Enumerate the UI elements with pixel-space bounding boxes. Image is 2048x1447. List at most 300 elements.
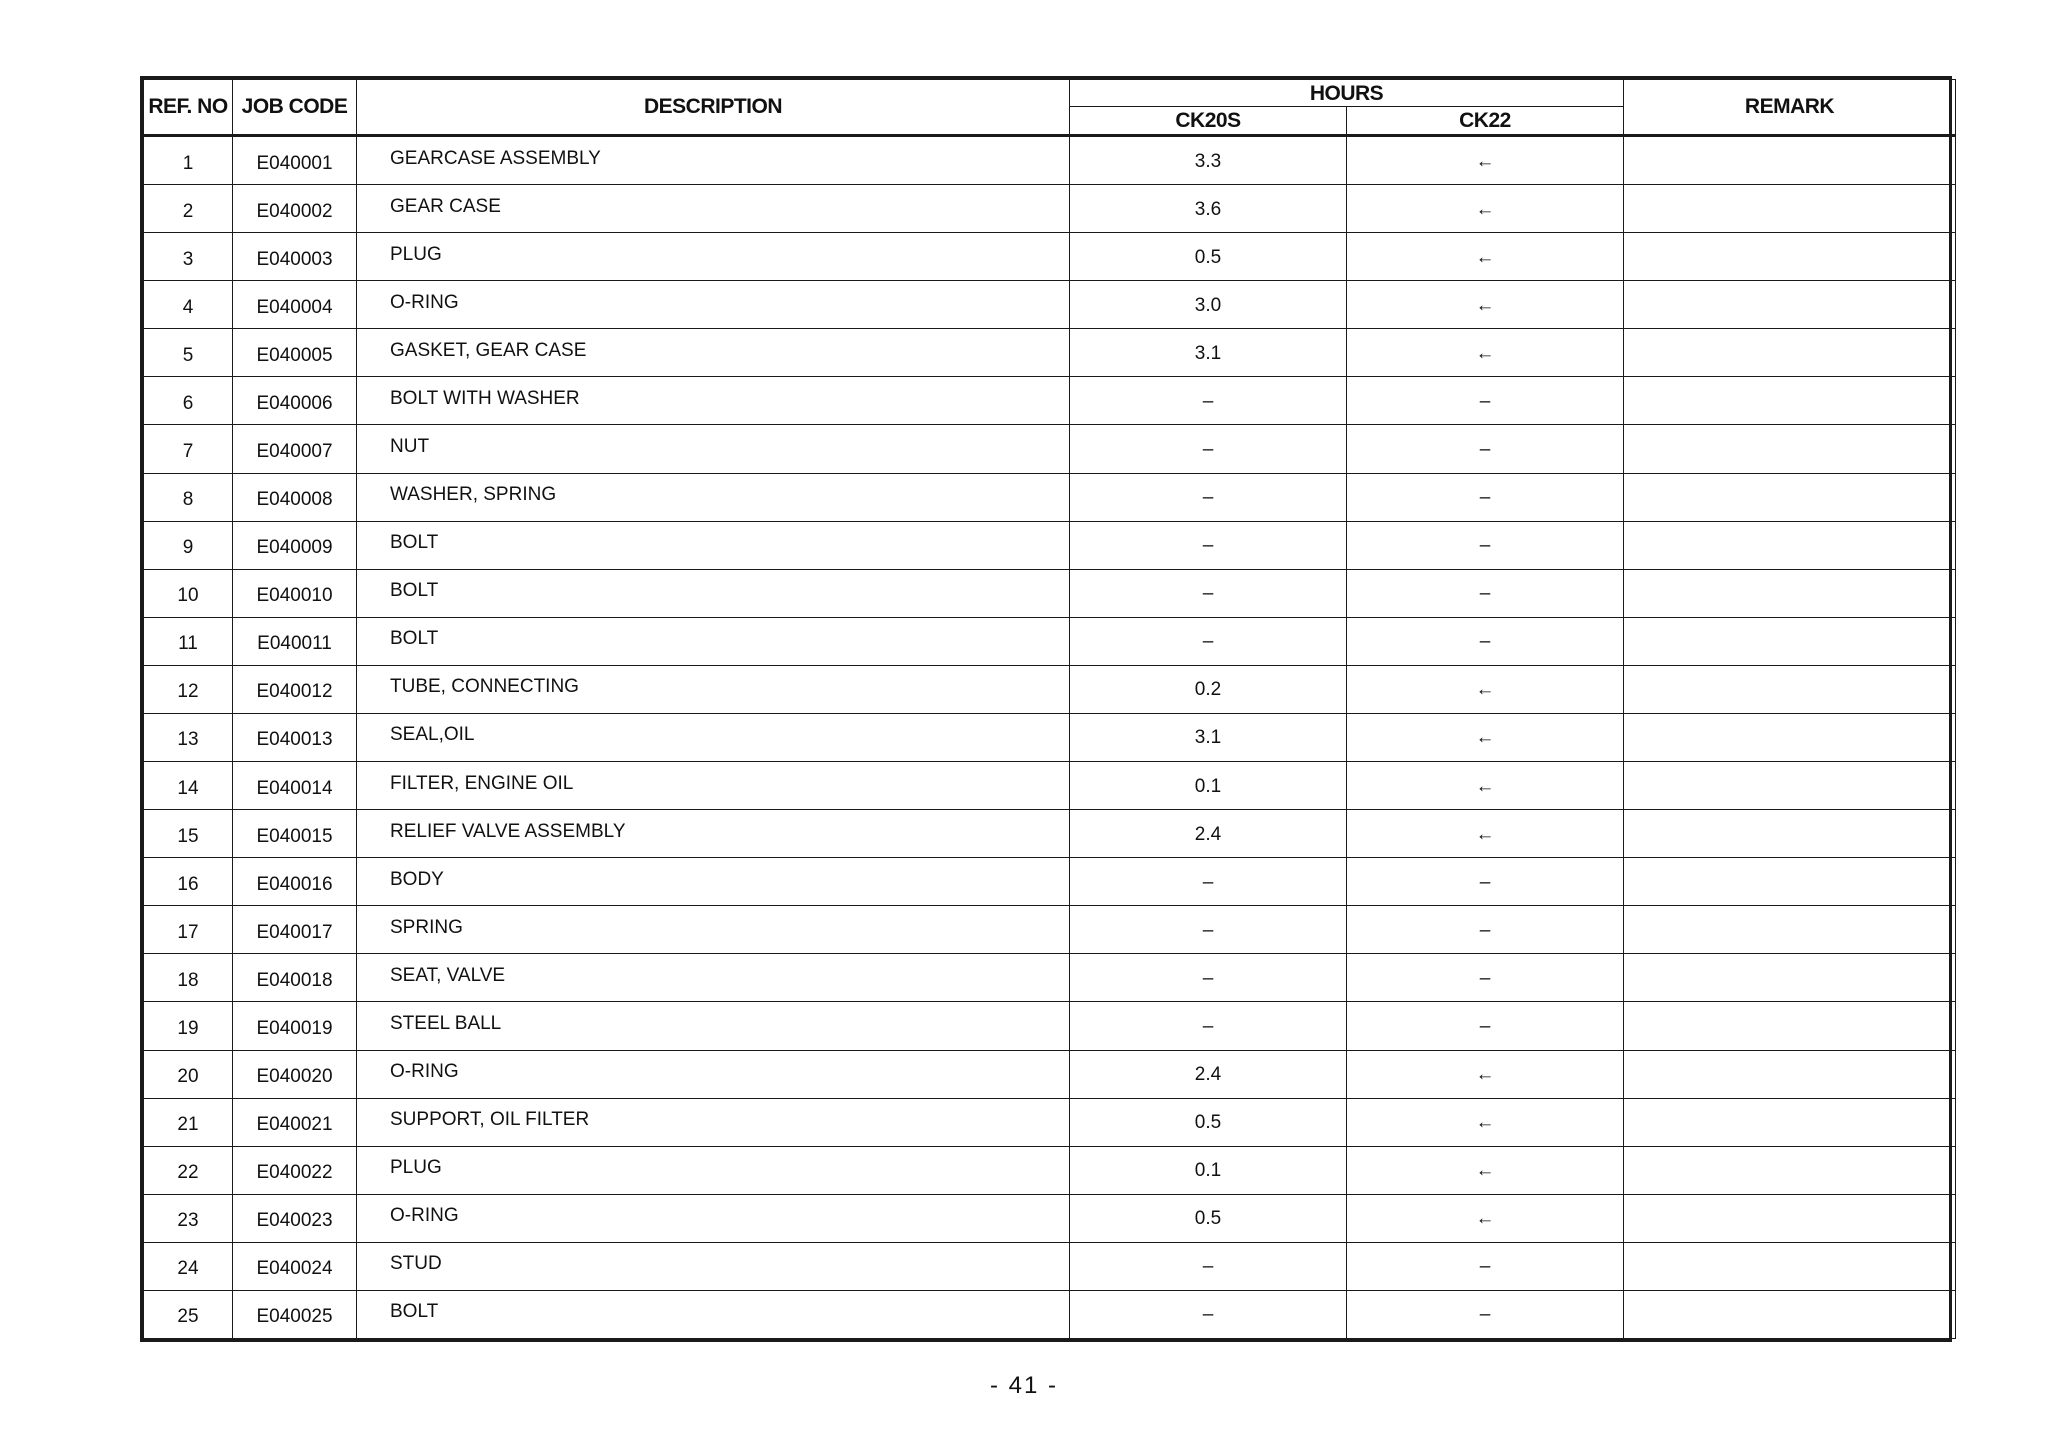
ck20s-hours-cell-text: 0.1 — [1194, 775, 1222, 797]
table-row — [144, 521, 1956, 569]
ref-no-cell-text: 6 — [182, 392, 194, 414]
description-cell — [357, 1146, 1070, 1194]
ck20s-hours-cell-text: – — [1202, 1256, 1214, 1278]
ck22-hours-cell — [1347, 425, 1624, 473]
ref-no-cell — [144, 665, 233, 713]
job-code-cell-text: E040020 — [256, 1066, 333, 1088]
ref-no-cell — [144, 473, 233, 521]
job-code-cell-text: E040004 — [256, 296, 333, 318]
ref-no-cell-text: 14 — [177, 777, 199, 799]
description-cell-text: BOLT — [390, 628, 439, 650]
description-cell-text: SEAT, VALVE — [390, 964, 506, 986]
remark-cell — [1624, 281, 1956, 329]
ck20s-hours-cell-text: – — [1202, 535, 1214, 557]
ck22-hours-cell — [1347, 1242, 1624, 1290]
description-cell-text: SEAL,OIL — [390, 724, 475, 746]
ck20s-hours-cell — [1070, 1290, 1347, 1338]
job-code-cell — [233, 569, 357, 617]
job-code-cell-text: E040021 — [256, 1114, 333, 1136]
job-code-cell-text: E040024 — [256, 1258, 333, 1280]
job-code-cell — [233, 665, 357, 713]
ref-no-cell — [144, 1050, 233, 1098]
job-code-cell-text: E040001 — [256, 152, 333, 174]
job-code-cell-text: E040009 — [256, 537, 333, 559]
table-row — [144, 281, 1956, 329]
job-code-cell — [233, 281, 357, 329]
table-row — [144, 1098, 1956, 1146]
ck22-hours-cell — [1347, 1194, 1624, 1242]
remark-cell — [1624, 1098, 1956, 1146]
description-cell — [357, 377, 1070, 425]
description-cell-text: WASHER, SPRING — [390, 484, 557, 506]
description-cell — [357, 185, 1070, 233]
ck22-hours-cell-text: – — [1479, 439, 1491, 461]
description-cell-text: RELIEF VALVE ASSEMBLY — [390, 820, 626, 842]
description-cell — [357, 1194, 1070, 1242]
ref-no-cell-text: 4 — [182, 296, 194, 318]
table-body — [144, 136, 1956, 1339]
remark-cell — [1624, 1242, 1956, 1290]
hours-table — [143, 79, 1956, 1339]
ck20s-hours-cell-text: 3.0 — [1194, 294, 1222, 316]
header-remark: REMARK — [1624, 80, 1956, 136]
ref-no-cell-text: 23 — [177, 1210, 199, 1232]
ck22-hours-cell — [1347, 1290, 1624, 1338]
remark-cell — [1624, 617, 1956, 665]
remark-cell — [1624, 329, 1956, 377]
page-number: - 41 - — [989, 1372, 1058, 1399]
job-code-cell — [233, 377, 357, 425]
description-cell — [357, 1050, 1070, 1098]
ref-no-cell — [144, 136, 233, 185]
ref-no-cell — [144, 569, 233, 617]
table-row — [144, 1146, 1956, 1194]
ck20s-hours-cell-text: – — [1202, 487, 1214, 509]
ck20s-hours-cell-text: – — [1202, 919, 1214, 941]
ck20s-hours-cell-text: 3.3 — [1194, 150, 1222, 172]
ck22-hours-cell-text: ← — [1475, 1208, 1495, 1230]
remark-cell — [1624, 762, 1956, 810]
ck22-hours-cell-text: – — [1479, 487, 1491, 509]
ck20s-hours-cell — [1070, 1002, 1347, 1050]
remark-cell — [1624, 233, 1956, 281]
description-cell — [357, 425, 1070, 473]
ck22-hours-cell-text: – — [1479, 390, 1491, 412]
job-code-cell-text: E040008 — [256, 489, 333, 511]
job-code-cell — [233, 329, 357, 377]
description-cell — [357, 858, 1070, 906]
ck22-hours-cell-text: ← — [1475, 775, 1495, 797]
job-code-cell — [233, 1146, 357, 1194]
ck22-hours-cell-text: ← — [1475, 727, 1495, 749]
job-code-cell-text: E040002 — [256, 200, 333, 222]
table-header-row — [144, 80, 1956, 107]
header-hours: HOURS — [1070, 80, 1624, 107]
description-cell-text: BOLT WITH WASHER — [390, 387, 580, 409]
table-row — [144, 617, 1956, 665]
job-code-cell — [233, 473, 357, 521]
table-row — [144, 377, 1956, 425]
table-row — [144, 136, 1956, 185]
ref-no-cell — [144, 425, 233, 473]
ck20s-hours-cell — [1070, 906, 1347, 954]
ck20s-hours-cell-text: – — [1202, 967, 1214, 989]
ck20s-hours-cell-text: – — [1202, 1015, 1214, 1037]
table-row — [144, 1194, 1956, 1242]
ref-no-cell-text: 2 — [182, 200, 194, 222]
job-code-cell-text: E040011 — [257, 633, 332, 655]
ref-no-cell-text: 7 — [182, 441, 194, 463]
table-row — [144, 185, 1956, 233]
table-row — [144, 1050, 1956, 1098]
description-cell — [357, 665, 1070, 713]
table-row — [144, 665, 1956, 713]
ck20s-hours-cell — [1070, 954, 1347, 1002]
job-code-cell-text: E040014 — [256, 777, 333, 799]
ck22-hours-cell-text: – — [1479, 967, 1491, 989]
table-row — [144, 713, 1956, 761]
job-code-cell — [233, 1290, 357, 1338]
ck20s-hours-cell — [1070, 377, 1347, 425]
table-row — [144, 762, 1956, 810]
description-cell — [357, 954, 1070, 1002]
table-row — [144, 810, 1956, 858]
ck22-hours-cell-text: ← — [1475, 679, 1495, 701]
ck20s-hours-cell-text: 3.6 — [1194, 198, 1222, 220]
ck20s-hours-cell — [1070, 521, 1347, 569]
ref-no-cell-text: 15 — [177, 825, 199, 847]
ref-no-cell — [144, 906, 233, 954]
description-cell — [357, 810, 1070, 858]
ck20s-hours-cell-text: 2.4 — [1194, 823, 1222, 845]
job-code-cell-text: E040018 — [256, 969, 333, 991]
ck20s-hours-cell-text: 0.5 — [1194, 246, 1222, 268]
description-cell-text: BODY — [390, 868, 444, 890]
job-code-cell-text: E040010 — [256, 585, 333, 607]
ref-no-cell — [144, 1146, 233, 1194]
ck22-hours-cell — [1347, 858, 1624, 906]
job-code-cell — [233, 425, 357, 473]
ck22-hours-cell-text: – — [1479, 583, 1491, 605]
remark-cell — [1624, 521, 1956, 569]
ck20s-hours-cell-text: – — [1202, 1304, 1214, 1326]
ck20s-hours-cell — [1070, 233, 1347, 281]
ref-no-cell — [144, 617, 233, 665]
job-code-cell-text: E040013 — [256, 729, 333, 751]
job-code-cell-text: E040016 — [256, 873, 333, 895]
description-cell-text: STUD — [390, 1253, 442, 1275]
description-cell-text: O-RING — [390, 291, 459, 313]
ck22-hours-cell — [1347, 617, 1624, 665]
ref-no-cell-text: 9 — [182, 537, 194, 559]
job-code-cell-text: E040005 — [256, 344, 333, 366]
ck22-hours-cell — [1347, 329, 1624, 377]
ck20s-hours-cell — [1070, 425, 1347, 473]
header-ref-no: REF. NO — [144, 80, 233, 136]
remark-cell — [1624, 185, 1956, 233]
description-cell — [357, 617, 1070, 665]
ck22-hours-cell-text: ← — [1475, 198, 1495, 220]
ref-no-cell — [144, 1002, 233, 1050]
ck20s-hours-cell — [1070, 1146, 1347, 1194]
table-row — [144, 1242, 1956, 1290]
ck22-hours-cell-text: ← — [1475, 342, 1495, 364]
job-code-cell — [233, 521, 357, 569]
description-cell-text: BOLT — [390, 580, 439, 602]
ck22-hours-cell — [1347, 954, 1624, 1002]
ck22-hours-cell-text: – — [1479, 919, 1491, 941]
ref-no-cell — [144, 185, 233, 233]
job-code-cell — [233, 713, 357, 761]
job-code-cell — [233, 617, 357, 665]
ck22-hours-cell-text: ← — [1475, 1160, 1495, 1182]
ck22-hours-cell — [1347, 906, 1624, 954]
job-code-cell — [233, 136, 357, 185]
ref-no-cell — [144, 810, 233, 858]
job-code-cell-text: E040015 — [256, 825, 333, 847]
ck22-hours-cell — [1347, 233, 1624, 281]
ref-no-cell — [144, 858, 233, 906]
ref-no-cell — [144, 1242, 233, 1290]
remark-cell — [1624, 713, 1956, 761]
ck22-hours-cell-text: ← — [1475, 1112, 1495, 1134]
ck20s-hours-cell — [1070, 810, 1347, 858]
description-cell — [357, 136, 1070, 185]
ref-no-cell — [144, 954, 233, 1002]
description-cell-text: PLUG — [390, 243, 442, 265]
description-cell — [357, 233, 1070, 281]
job-code-cell-text: E040019 — [256, 1017, 333, 1039]
ref-no-cell-text: 16 — [177, 873, 199, 895]
ck22-hours-cell-text: – — [1479, 535, 1491, 557]
ck20s-hours-cell — [1070, 1194, 1347, 1242]
description-cell-text: SUPPORT, OIL FILTER — [390, 1109, 590, 1131]
table-row — [144, 425, 1956, 473]
ref-no-cell-text: 3 — [182, 248, 194, 270]
table-row — [144, 233, 1956, 281]
ref-no-cell — [144, 1290, 233, 1338]
ref-no-cell-text: 10 — [177, 585, 199, 607]
description-cell-text: GASKET, GEAR CASE — [390, 339, 587, 361]
remark-cell — [1624, 1050, 1956, 1098]
job-code-cell — [233, 810, 357, 858]
job-code-cell — [233, 954, 357, 1002]
ck20s-hours-cell — [1070, 473, 1347, 521]
description-cell — [357, 329, 1070, 377]
ck20s-hours-cell-text: 0.1 — [1194, 1160, 1222, 1182]
ref-no-cell — [144, 281, 233, 329]
ck20s-hours-cell-text: 0.5 — [1194, 1208, 1222, 1230]
ck20s-hours-cell-text: 0.5 — [1194, 1112, 1222, 1134]
ck22-hours-cell-text: – — [1479, 1015, 1491, 1037]
description-cell-text: STEEL BALL — [390, 1012, 502, 1034]
ref-no-cell — [144, 329, 233, 377]
table-row — [144, 473, 1956, 521]
ck20s-hours-cell — [1070, 617, 1347, 665]
job-code-cell — [233, 858, 357, 906]
ref-no-cell-text: 12 — [177, 681, 199, 703]
remark-cell — [1624, 954, 1956, 1002]
remark-cell — [1624, 1002, 1956, 1050]
remark-cell — [1624, 1146, 1956, 1194]
ref-no-cell-text: 5 — [182, 344, 194, 366]
ck22-hours-cell-text: ← — [1475, 1064, 1495, 1086]
description-cell — [357, 1098, 1070, 1146]
ck22-hours-cell — [1347, 136, 1624, 185]
table-row — [144, 329, 1956, 377]
ck20s-hours-cell-text: 2.4 — [1194, 1064, 1222, 1086]
description-cell — [357, 713, 1070, 761]
ck20s-hours-cell — [1070, 281, 1347, 329]
ck22-hours-cell — [1347, 521, 1624, 569]
job-code-cell-text: E040023 — [256, 1210, 333, 1232]
ref-no-cell-text: 13 — [177, 729, 199, 751]
job-code-cell-text: E040003 — [256, 248, 333, 270]
ref-no-cell-text: 21 — [177, 1114, 199, 1136]
ck20s-hours-cell — [1070, 185, 1347, 233]
ref-no-cell — [144, 713, 233, 761]
ref-no-cell — [144, 1194, 233, 1242]
ref-no-cell-text: 8 — [182, 489, 194, 511]
remark-cell — [1624, 810, 1956, 858]
description-cell-text: TUBE, CONNECTING — [390, 676, 579, 698]
job-code-cell — [233, 1050, 357, 1098]
description-cell-text: SPRING — [390, 916, 463, 938]
remark-cell — [1624, 858, 1956, 906]
job-code-cell — [233, 1194, 357, 1242]
ck22-hours-cell — [1347, 762, 1624, 810]
ref-no-cell — [144, 1098, 233, 1146]
ck22-hours-cell — [1347, 713, 1624, 761]
table-row — [144, 1002, 1956, 1050]
ck22-hours-cell — [1347, 1146, 1624, 1194]
ck20s-hours-cell — [1070, 136, 1347, 185]
job-code-cell — [233, 906, 357, 954]
remark-cell — [1624, 569, 1956, 617]
remark-cell — [1624, 1290, 1956, 1338]
description-cell — [357, 906, 1070, 954]
ref-no-cell — [144, 377, 233, 425]
job-code-cell — [233, 1002, 357, 1050]
description-cell — [357, 1242, 1070, 1290]
table-row — [144, 569, 1956, 617]
job-code-cell-text: E040025 — [256, 1306, 333, 1328]
remark-cell — [1624, 136, 1956, 185]
ck22-hours-cell-text: ← — [1475, 246, 1495, 268]
header-job-code: JOB CODE — [233, 80, 357, 136]
ck22-hours-cell — [1347, 281, 1624, 329]
header-ck20s: CK20S — [1070, 107, 1347, 136]
hours-table-frame — [140, 76, 1952, 1342]
description-cell — [357, 1002, 1070, 1050]
ck22-hours-cell-text: ← — [1475, 294, 1495, 316]
ck22-hours-cell — [1347, 810, 1624, 858]
description-cell — [357, 762, 1070, 810]
ck20s-hours-cell — [1070, 858, 1347, 906]
job-code-cell-text: E040017 — [256, 921, 333, 943]
ck20s-hours-cell-text: 3.1 — [1194, 342, 1222, 364]
ref-no-cell-text: 20 — [177, 1066, 199, 1088]
job-code-cell-text: E040007 — [256, 441, 333, 463]
job-code-cell — [233, 762, 357, 810]
table-row — [144, 954, 1956, 1002]
description-cell — [357, 281, 1070, 329]
ck20s-hours-cell-text: – — [1202, 871, 1214, 893]
ref-no-cell-text: 25 — [177, 1306, 199, 1328]
remark-cell — [1624, 425, 1956, 473]
description-cell-text: O-RING — [390, 1205, 459, 1227]
ck22-hours-cell — [1347, 473, 1624, 521]
description-cell-text: NUT — [390, 436, 430, 458]
ck20s-hours-cell — [1070, 762, 1347, 810]
job-code-cell-text: E040022 — [256, 1162, 333, 1184]
ck20s-hours-cell — [1070, 713, 1347, 761]
ck22-hours-cell-text: – — [1479, 631, 1491, 653]
ck22-hours-cell — [1347, 1098, 1624, 1146]
ref-no-cell-text: 11 — [178, 633, 198, 655]
ref-no-cell-text: 18 — [177, 969, 199, 991]
job-code-cell — [233, 1242, 357, 1290]
remark-cell — [1624, 473, 1956, 521]
ck22-hours-cell — [1347, 377, 1624, 425]
header-ck22: CK22 — [1347, 107, 1624, 136]
ref-no-cell — [144, 521, 233, 569]
description-cell-text: FILTER, ENGINE OIL — [390, 772, 574, 794]
description-cell-text: GEAR CASE — [390, 195, 501, 217]
ref-no-cell — [144, 233, 233, 281]
table-row — [144, 906, 1956, 954]
remark-cell — [1624, 665, 1956, 713]
ck22-hours-cell-text: ← — [1475, 823, 1495, 845]
ck20s-hours-cell — [1070, 1098, 1347, 1146]
description-cell — [357, 473, 1070, 521]
description-cell — [357, 569, 1070, 617]
job-code-cell-text: E040012 — [256, 681, 333, 703]
ck22-hours-cell-text: – — [1479, 1256, 1491, 1278]
ck20s-hours-cell — [1070, 665, 1347, 713]
job-code-cell-text: E040006 — [256, 392, 333, 414]
ck22-hours-cell-text: – — [1479, 1304, 1491, 1326]
ck20s-hours-cell-text: – — [1202, 583, 1214, 605]
description-cell-text: GEARCASE ASSEMBLY — [390, 147, 601, 169]
header-description: DESCRIPTION — [357, 80, 1070, 136]
description-cell — [357, 521, 1070, 569]
ck20s-hours-cell — [1070, 329, 1347, 377]
table-row — [144, 858, 1956, 906]
ck20s-hours-cell — [1070, 1050, 1347, 1098]
ck22-hours-cell — [1347, 1002, 1624, 1050]
ck22-hours-cell-text: – — [1479, 871, 1491, 893]
remark-cell — [1624, 906, 1956, 954]
ref-no-cell-text: 1 — [182, 152, 194, 174]
ck22-hours-cell — [1347, 569, 1624, 617]
ck20s-hours-cell — [1070, 569, 1347, 617]
ck20s-hours-cell-text: – — [1202, 631, 1214, 653]
ck20s-hours-cell — [1070, 1242, 1347, 1290]
ref-no-cell — [144, 762, 233, 810]
job-code-cell — [233, 1098, 357, 1146]
ck22-hours-cell — [1347, 1050, 1624, 1098]
ck20s-hours-cell-text: 3.1 — [1194, 727, 1222, 749]
ck20s-hours-cell-text: – — [1202, 439, 1214, 461]
description-cell-text: BOLT — [390, 1301, 439, 1323]
table-row — [144, 1290, 1956, 1338]
ck22-hours-cell — [1347, 665, 1624, 713]
ck22-hours-cell-text: ← — [1475, 150, 1495, 172]
remark-cell — [1624, 377, 1956, 425]
ref-no-cell-text: 19 — [177, 1017, 199, 1039]
job-code-cell — [233, 185, 357, 233]
